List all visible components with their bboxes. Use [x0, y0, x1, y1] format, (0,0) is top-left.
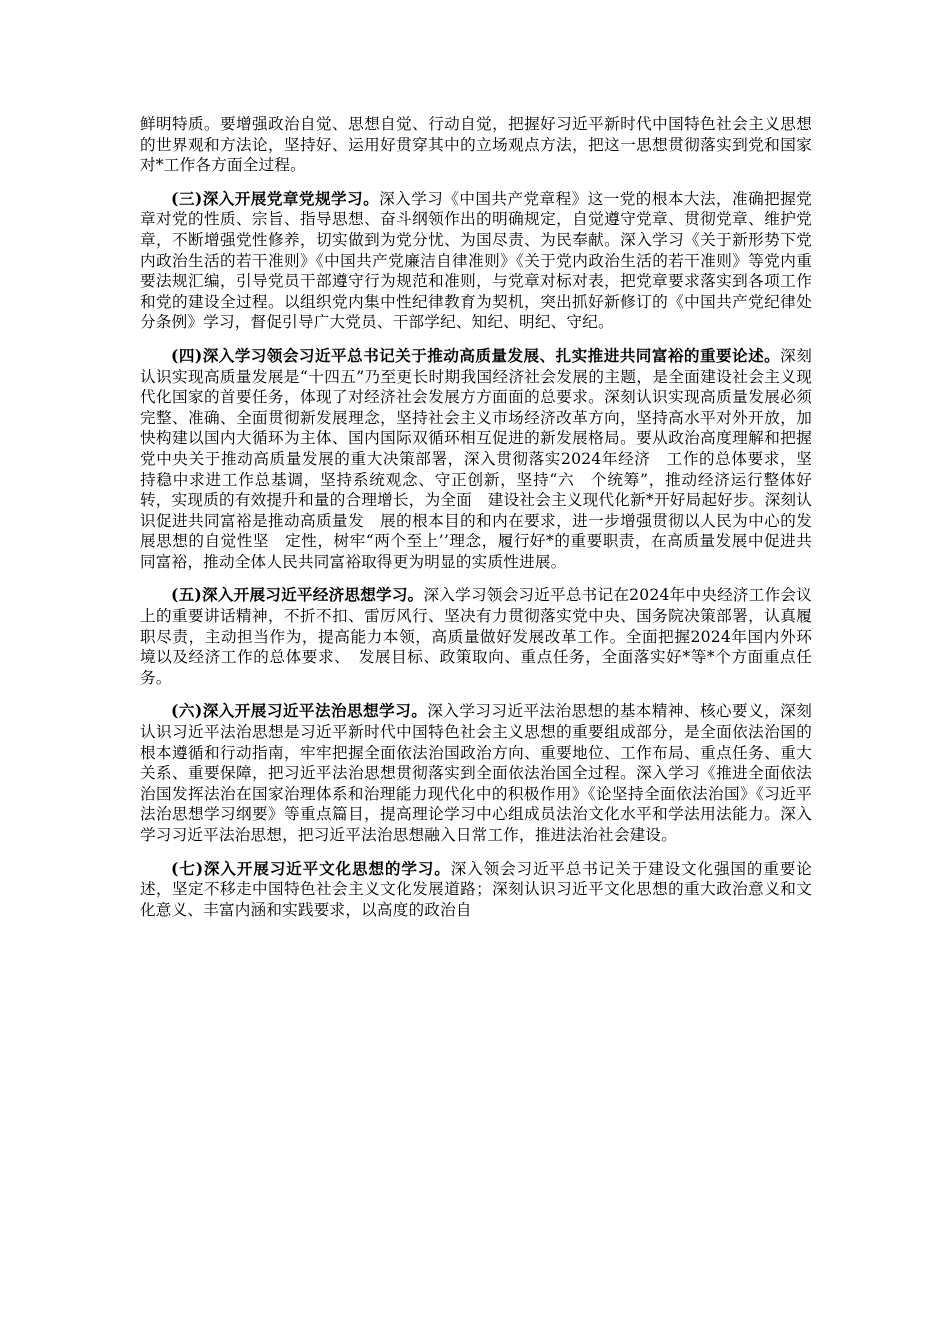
- paragraph-5-heading: (六)深入开展习近平法治思想学习。: [171, 701, 428, 721]
- paragraph-6-body: 深入领会习近平总书记关于建设文化强国的重要论述，坚定不移走中国特色社会主义文化发展道路；深刻认识习近平文化思想的重大政治意义和文化意义、丰富内涵和实践要求，以高度的政治自: [140, 859, 813, 919]
- paragraph-6: [140, 859, 812, 921]
- paragraph-5: [140, 701, 812, 845]
- paragraph-3-body: 深刻认识实现高质量发展是“十四五”乃至更长时期我国经济社会发展的主题，是全面建设社会主义现代化国家的首要任务，体现了对经济社会发展方方面面的总要求。深刻认识实现高质量发展必须完整、准确、全面贯彻新发展理念，坚持社会主义市场经济改革方向，坚持高水平对外开放，加快构建以国内大循环为主体、国内国际双循环相互促进的新发展格局。要从政治高度理解和把握党中央关于推动高质量发展的重大决策部署，深入贯彻落实2024年经济 工作的总体要求，坚持稳中求进工作总基调，坚持系统观念、守正创新，坚持“六 个统筹”，推动经济运行整体好转，实现质的有效提升和量的合理增长，为全面 建设社会主义现代化新*开好局起好步。深刻认识促进共同富裕是推动高质量发 展的根本目的和内在要求，进一步增强贯彻以人民为中心的发展思想的自觉性坚 定性，树牢“两个至上’’理念，履行好*的重要职责，在高质量发展中促进共 同富裕，推动全体人民共同富裕取得更为明显的实质性进展。: [140, 346, 828, 571]
- paragraph-1: [140, 114, 812, 176]
- paragraph-5-body: 深入学习习近平法治思想的基本精神、核心要义，深刻认识习近平法治思想是习近平新时代中国特色社会主义思想的重要组成部分，是全面依法治国的根本遵循和行动指南，牢牢把握全面依法治国政治方向、重要地位、工作布局、重点任务、重大关系、重要保障，把习近平法治思想贯彻落实到全面依法治国全过程。深入学习《推进全面依法治国发挥法治在国家治理体系和治理能力现代化中的积极作用》《论坚持全面依法治国》《习近平法治思想学习纲要》等重点篇目，提高理论学习中心组成员法治文化水平和学法用法能力。深入学习习近平法治思想，把习近平法治思想融入日常工作，推进法治社会建设。: [140, 702, 812, 844]
- paragraph-4-body: 深入学习领会习近平总书记在2024年中央经济工作会议上的重要讲话精神，不折不扣、雷厉风行、坚决有力贯彻落实党中央、国务院决策部署，认真履职尽责，主动担当作为，提高能力本领，高质量做好发展改革工作。全面把握2024年国内外环境以及经济工作的总体要求、 发展目标、政策取向、重点任务，全面落实好*等*个方面重点任务。: [140, 586, 812, 687]
- paragraph-3: [140, 345, 828, 573]
- paragraph-2-heading: (三)深入开展党章党规学习。: [171, 188, 380, 208]
- paragraph-1-body: 鲜明特质。要增强政治自觉、思想自觉、行动自觉，把握好习近平新时代中国特色社会主义思想的世界观和方法论，坚持好、运用好贯穿其中的立场观点方法，把这一思想贯彻落实到党和国家对*工作各方面全过程。: [140, 115, 812, 175]
- paragraph-4: [140, 585, 812, 688]
- paragraph-2: [140, 189, 812, 333]
- paragraph-3-heading: (四)深入学习领会习近平总书记关于推动高质量发展、扎实推进共同富裕的重要论述。: [171, 345, 781, 365]
- paragraph-4-heading: (五)深入开展习近平经济思想学习。: [171, 585, 424, 605]
- paragraph-2-body: 深入学习《中国共产党章程》这一党的根本大法，准确把握党章对党的性质、宗旨、指导思想、奋斗纲领作出的明确规定，自觉遵守党章、贯彻党章、维护党章，不断增强党性修养，切实做到为党分忧、为国尽责、为民奉献。深入学习《关于新形势下党内政治生活的若干准则》《中国共产党廉洁自律准则》《关于党内政治生活的若干准则》等党内重要法规汇编，引导党员干部遵守行为规范和准则，与党章对标对表，把党章要求落实到各项工作和党的建设全过程。以组织党内集中性纪律教育为契机，突出抓好新修订的《中国共产党纪律处分条例》学习，督促引导广大党员、干部学纪、知纪、明纪、守纪。: [140, 189, 812, 332]
- document-page: [140, 114, 828, 933]
- paragraph-6-heading: (七)深入开展习近平文化思想的学习。: [171, 858, 451, 878]
